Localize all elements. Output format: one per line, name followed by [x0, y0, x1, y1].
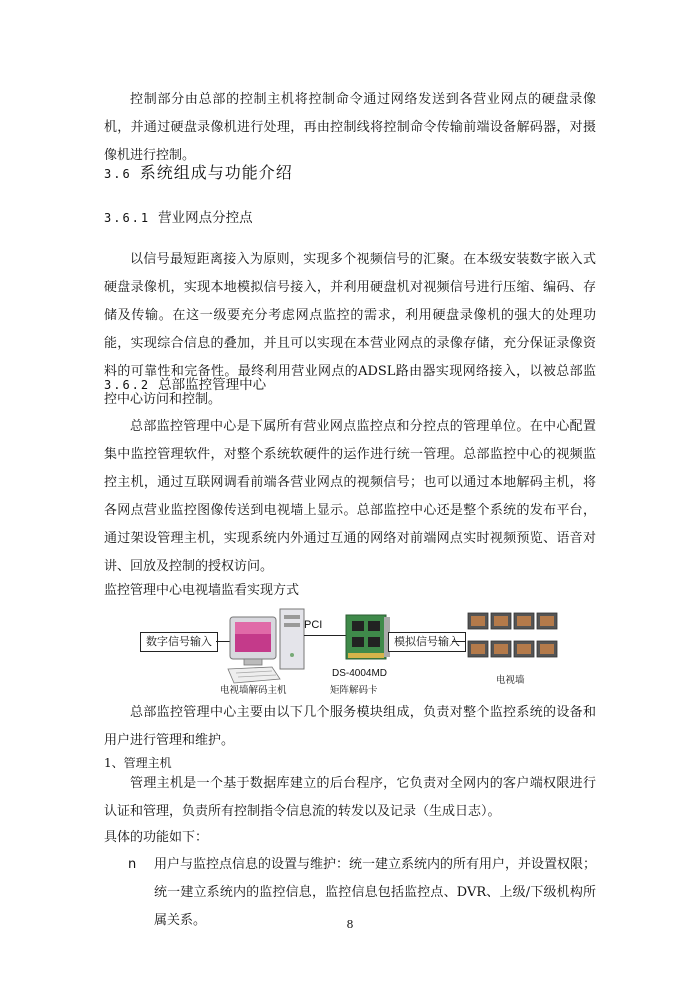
page-number: 8	[346, 918, 354, 931]
diagram-intro-line: 监控管理中心电视墙监看实现方式	[104, 583, 300, 598]
host-caption: 电视墙解码主机	[220, 685, 287, 696]
heading-3-6-2-number: 3.6.2	[104, 378, 151, 392]
heading-3-6-title: 系统组成与功能介绍	[139, 163, 293, 182]
heading-3-6-number: 3.6	[104, 167, 132, 181]
bullet-marker: n	[128, 857, 137, 872]
item-management-host: 1、管理主机	[104, 756, 172, 770]
paragraph-service-modules: 总部监控管理中心主要由以下几个服务模块组成，负责对整个监控系统的设备和用户进行管理和维护。	[104, 705, 596, 748]
decoder-host-computer-icon	[226, 605, 308, 685]
analog-output-box: 模拟信号输入	[388, 632, 466, 652]
heading-3-6	[104, 160, 293, 183]
decoder-card-icon	[344, 611, 392, 663]
heading-3-6-1-title: 营业网点分控点	[158, 210, 253, 226]
heading-3-6-2	[104, 373, 266, 393]
tvwall-caption: 电视墙	[496, 675, 525, 686]
paragraph-hq-center: 总部监控管理中心是下属所有营业网点监控点和分控点的管理单位。在中心配置集中监控管理软件，对整个系统软硬件的运作进行统一管理。总部监控中心的视频监控主机，通过互联网调看前端各营业网点的视频信号；也可以通过本地解码主机，将各网点营业监控图像传送到电视墙上显示。总部监控中心还是整个系统的发布平台，通过架设管理主机，实现系统内外通过互通的网络对前端网点实时视频预览、语音对讲、回放及控制的授权访问。	[104, 419, 596, 574]
pci-label: PCI	[304, 619, 323, 631]
heading-3-6-2-title: 总部监控管理中心	[158, 377, 267, 393]
card-caption: 矩阵解码卡	[330, 685, 378, 696]
heading-3-6-1-number: 3.6.1	[104, 211, 151, 225]
bullet-item-text: 用户与监控点信息的设置与维护：统一建立系统内的所有用户，并设置权限；统一建立系统内的监控信息，监控信息包括监控点、DVR、上级/下级机构所属关系。	[154, 857, 597, 928]
heading-3-6-1	[104, 206, 253, 226]
tv-wall-diagram	[140, 605, 570, 700]
functions-intro-line: 具体的功能如下：	[104, 830, 209, 845]
digital-input-box: 数字信号输入	[140, 632, 218, 652]
arrow-to-tvwall	[452, 641, 466, 642]
card-model-label: DS-4004MD	[332, 668, 388, 679]
paragraph-branch-monitoring: 以信号最短距离接入为原则，实现多个视频信号的汇聚。在本级安装数字嵌入式硬盘录像机，实现本地模拟信号接入，并利用硬盘机对视频信号进行压缩、编码、存储及传输。在这一级要充分考虑网点监控的需求，利用硬盘录像机的强大的处理功能，实现综合信息的叠加，并且可以实现在本营业网点的录像存储，充分保证录像资料的可靠性和完备性。最终利用营业网点的ADSL路由器实现网络接入，以被总部监控中心访问和控制。	[104, 252, 596, 407]
tv-wall-icon	[466, 611, 562, 669]
paragraph-management-host: 管理主机是一个基于数据库建立的后台程序，它负责对全网内的客户端权限进行认证和管理，负责所有控制指令信息流的转发以及记录（生成日志）。	[104, 776, 596, 819]
arrow-pci	[304, 635, 348, 636]
paragraph-control-intro: 控制部分由总部的控制主机将控制命令通过网络发送到各营业网点的硬盘录像机，并通过硬盘录像机进行处理，再由控制线将控制命令传输前端设备解码器，对摄像机进行控制。	[104, 92, 596, 163]
